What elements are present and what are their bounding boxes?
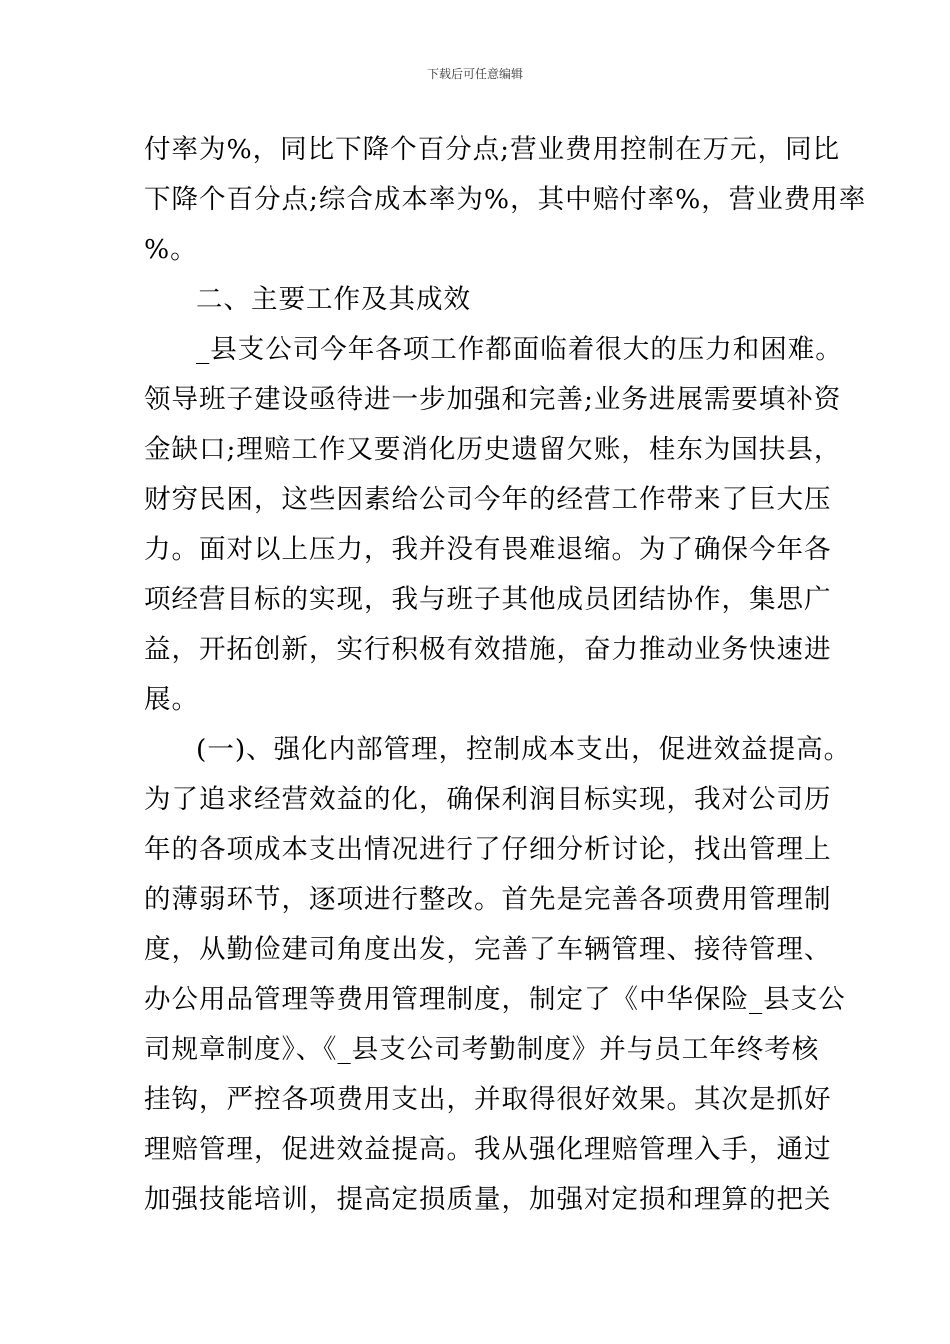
body-line: 力。面对以上压力，我并没有畏难退缩。为了确保今年各	[144, 534, 832, 565]
body-line: 项经营目标的实现，我与班子其他成员团结协作，集思广	[144, 584, 832, 615]
subsection-heading: (一)、强化内部管理，控制成本支出，促进效益提高。	[196, 734, 852, 765]
body-line: 为了追求经营效益的化，确保利润目标实现，我对公司历	[144, 784, 832, 815]
body-line: 加强技能培训，提高定损质量，加强对定损和理算的把关	[144, 1184, 832, 1215]
body-line: 金缺口;理赔工作又要消化历史遗留欠账，桂东为国扶县，	[144, 434, 842, 465]
body-line: 的薄弱环节，逐项进行整改。首先是完善各项费用管理制	[144, 884, 832, 915]
body-line: %。	[144, 234, 198, 265]
body-line: 领导班子建设亟待进一步加强和完善;业务进展需要填补资	[144, 384, 842, 415]
body-line: 挂钩，严控各项费用支出，并取得很好效果。其次是抓好	[144, 1084, 832, 1115]
body-line: 度，从勤俭建司角度出发，完善了车辆管理、接待管理、	[144, 934, 832, 965]
body-line: 司规章制度》、《_县支公司考勤制度》并与员工年终考核	[144, 1034, 820, 1065]
body-line: 益，开拓创新，实行积极有效措施，奋力推动业务快速进	[144, 634, 832, 665]
body-line: 展。	[144, 684, 199, 715]
body-line: _县支公司今年各项工作都面临着很大的压力和困难。	[196, 334, 843, 365]
body-line: 财穷民困，这些因素给公司今年的经营工作带来了巨大压	[144, 484, 832, 515]
page-header: 下载后可任意编辑	[426, 67, 523, 81]
body-line: 年的各项成本支出情况进行了仔细分析讨论，找出管理上	[144, 834, 832, 865]
section-heading: 二、主要工作及其成效	[196, 284, 471, 315]
body-line: 付率为%，同比下降个百分点;营业费用控制在万元，同比	[144, 134, 841, 165]
body-line: 下降个百分点;综合成本率为%，其中赔付率%，营业费用率	[144, 184, 867, 215]
body-line: 理赔管理，促进效益提高。我从强化理赔管理入手，通过	[144, 1134, 832, 1165]
body-line: 办公用品管理等费用管理制度，制定了《中华保险_县支公	[144, 984, 846, 1015]
